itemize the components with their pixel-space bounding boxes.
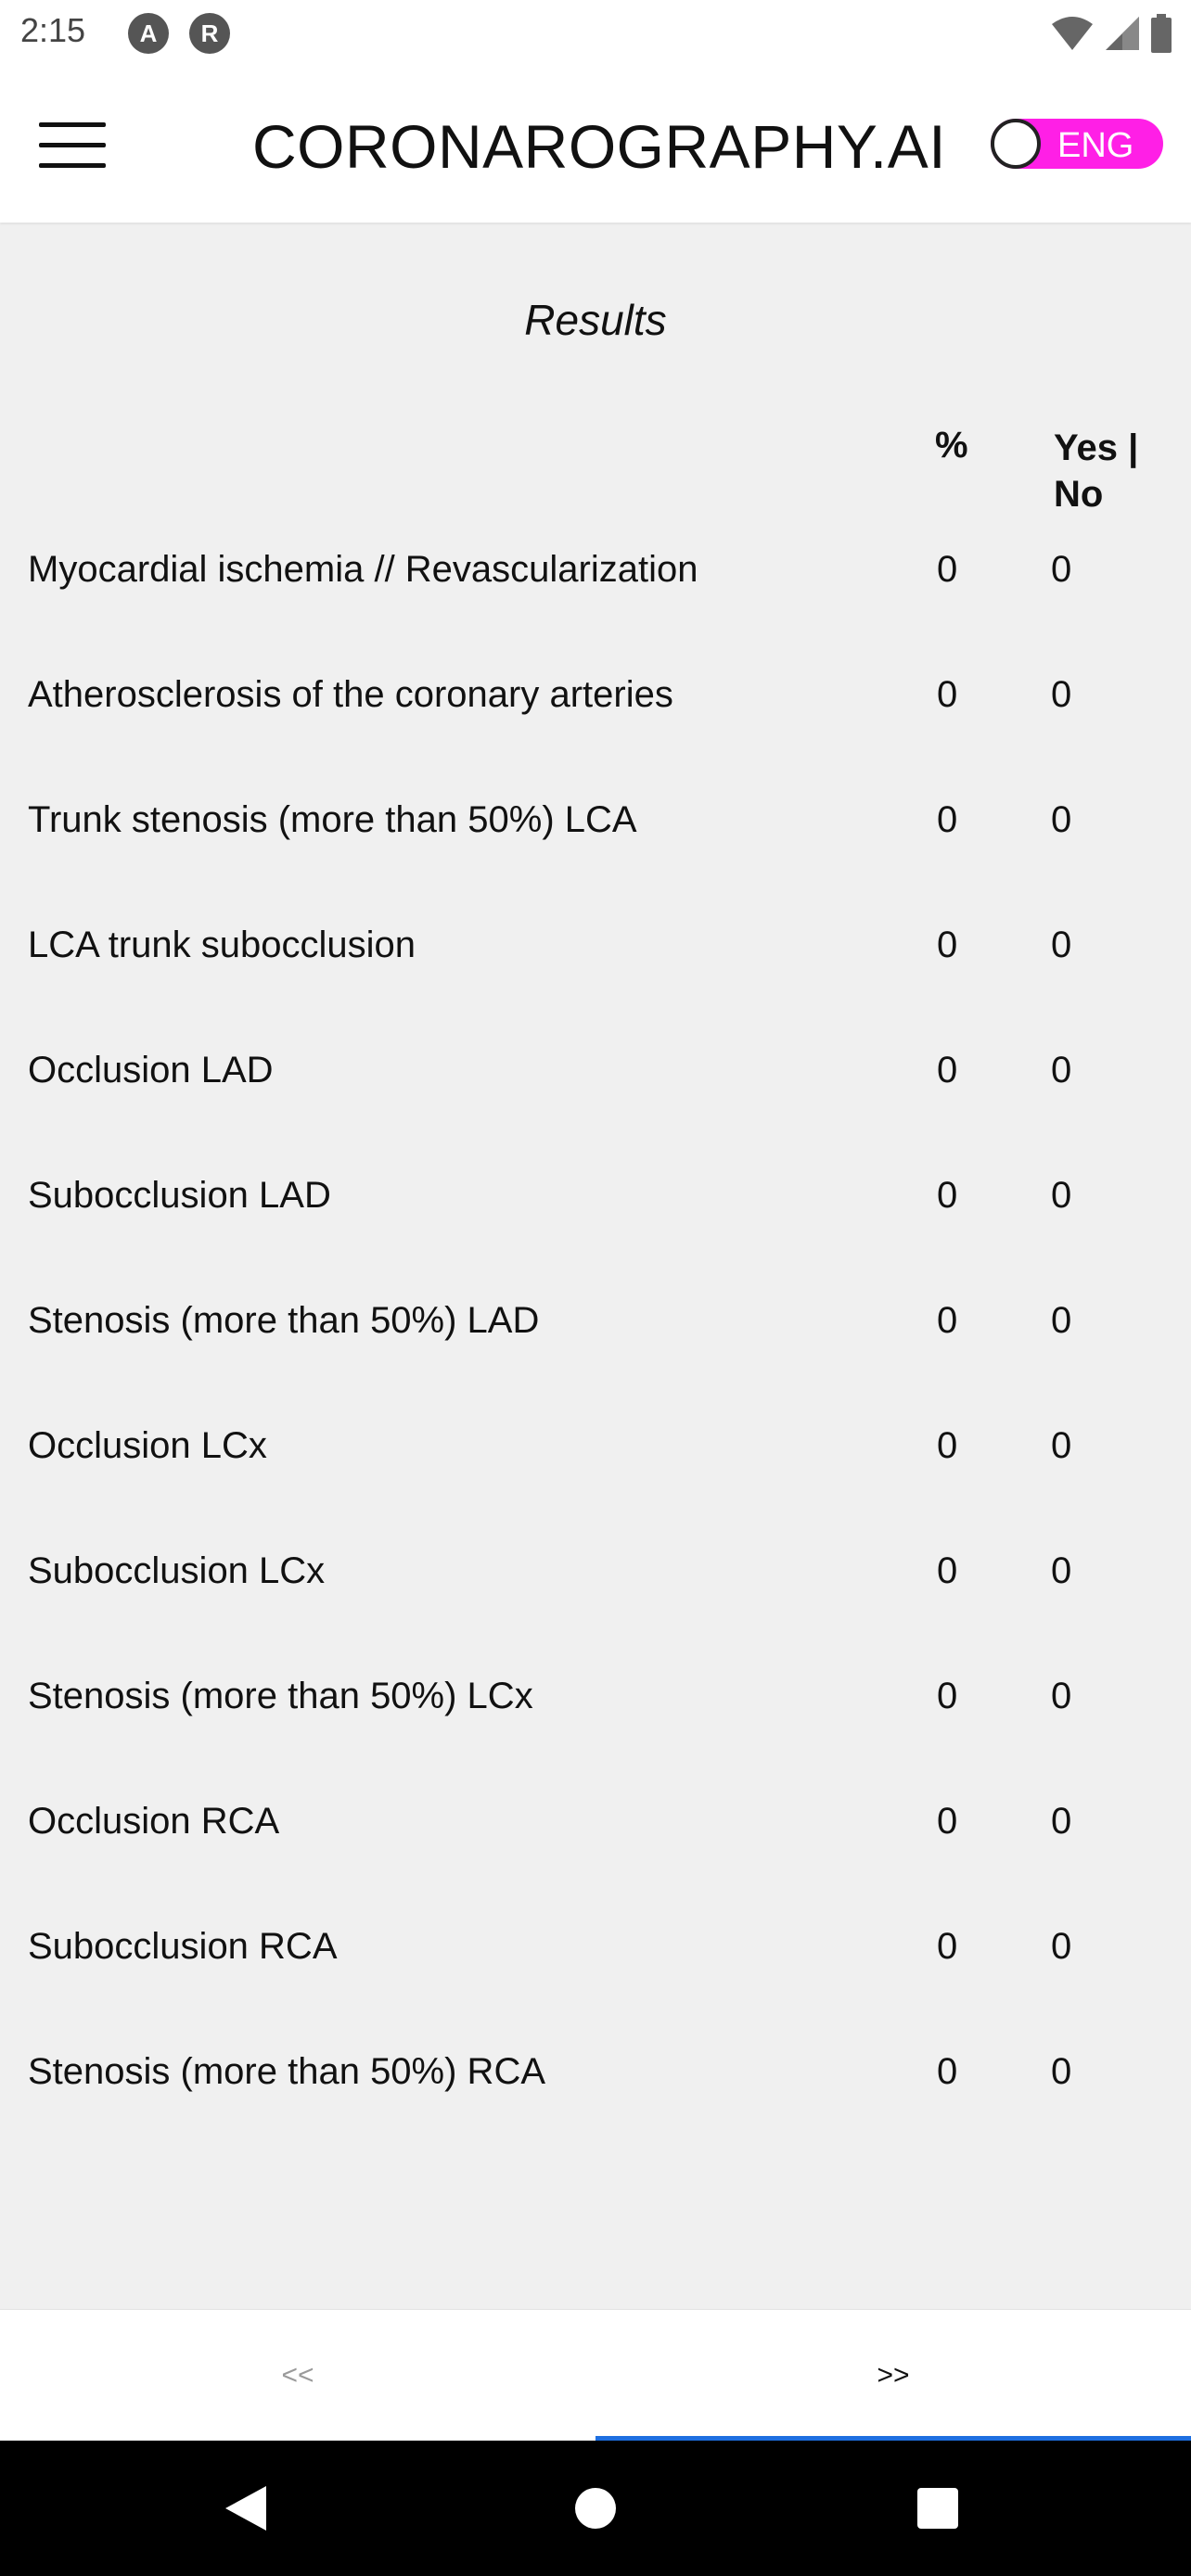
- table-row: [0, 674, 1191, 748]
- row-percent: 0: [937, 1676, 958, 1716]
- language-toggle[interactable]: [991, 119, 1163, 169]
- row-yes-no: 0: [1051, 549, 1072, 590]
- row-percent: 0: [937, 1050, 958, 1090]
- row-label: Trunk stenosis (more than 50%) LCA: [28, 799, 637, 840]
- row-yes-no: 0: [1051, 674, 1072, 715]
- table-row: [0, 1801, 1191, 1875]
- row-yes-no: 0: [1051, 1425, 1072, 1466]
- row-yes-no: 0: [1051, 1926, 1072, 1967]
- table-row: [0, 1425, 1191, 1499]
- row-label: Occlusion LAD: [28, 1050, 274, 1090]
- row-label: Myocardial ischemia // Revascularization: [28, 549, 698, 590]
- column-header-percent: %: [935, 425, 968, 465]
- row-yes-no: 0: [1051, 1300, 1072, 1341]
- signal-icon: [1104, 15, 1141, 52]
- table-row: [0, 925, 1191, 999]
- row-yes-no: 0: [1051, 1050, 1072, 1090]
- row-yes-no: 0: [1051, 1676, 1072, 1716]
- table-row: [0, 1050, 1191, 1124]
- row-percent: 0: [937, 1550, 958, 1591]
- table-row: [0, 799, 1191, 874]
- row-label: Occlusion RCA: [28, 1801, 280, 1842]
- row-yes-no: 0: [1051, 1801, 1072, 1842]
- home-icon[interactable]: [540, 2441, 651, 2576]
- row-label: Subocclusion LAD: [28, 1175, 331, 1216]
- table-row: [0, 1926, 1191, 2000]
- row-yes-no: 0: [1051, 1550, 1072, 1591]
- table-row: [0, 1676, 1191, 1750]
- row-percent: 0: [937, 799, 958, 840]
- back-icon[interactable]: [192, 2441, 303, 2576]
- hamburger-menu-icon[interactable]: [39, 122, 106, 169]
- row-percent: 0: [937, 549, 958, 590]
- row-percent: 0: [937, 2051, 958, 2092]
- row-percent: 0: [937, 674, 958, 715]
- next-page-button[interactable]: >>: [877, 2360, 910, 2391]
- battery-icon: [1150, 14, 1172, 53]
- table-row: [0, 549, 1191, 623]
- app-header: [0, 67, 1191, 223]
- row-label: LCA trunk subocclusion: [28, 925, 416, 965]
- recents-icon[interactable]: [882, 2441, 993, 2576]
- previous-page-button[interactable]: <<: [281, 2360, 314, 2391]
- row-label: Occlusion LCx: [28, 1425, 267, 1466]
- row-label: Stenosis (more than 50%) LCx: [28, 1676, 533, 1716]
- row-label: Atherosclerosis of the coronary arteries: [28, 674, 673, 715]
- language-label: ENG: [1057, 126, 1134, 165]
- system-navigation-bar: [0, 2441, 1191, 2576]
- row-label: Stenosis (more than 50%) RCA: [28, 2051, 546, 2092]
- column-header-yes-no: Yes | No: [1054, 427, 1139, 515]
- toggle-knob: [991, 119, 1041, 169]
- table-row: [0, 1175, 1191, 1249]
- table-row: [0, 2051, 1191, 2125]
- row-percent: 0: [937, 1425, 958, 1466]
- row-percent: 0: [937, 1175, 958, 1216]
- app-title: CORONAROGRAPHY.AI: [252, 112, 947, 181]
- table-row: [0, 1550, 1191, 1625]
- results-title: Results: [524, 296, 667, 344]
- notification-app-icon: A: [128, 13, 169, 54]
- row-percent: 0: [937, 1926, 958, 1967]
- row-percent: 0: [937, 925, 958, 965]
- row-label: Stenosis (more than 50%) LAD: [28, 1300, 540, 1341]
- row-label: Subocclusion LCx: [28, 1550, 326, 1591]
- status-bar: [0, 0, 1191, 67]
- row-yes-no: 0: [1051, 2051, 1072, 2092]
- status-time: 2:15: [20, 11, 86, 49]
- row-yes-no: 0: [1051, 799, 1072, 840]
- row-yes-no: 0: [1051, 925, 1072, 965]
- bottom-pager: [0, 2309, 1191, 2441]
- row-yes-no: 0: [1051, 1175, 1072, 1216]
- row-percent: 0: [937, 1801, 958, 1842]
- row-percent: 0: [937, 1300, 958, 1341]
- table-row: [0, 1300, 1191, 1374]
- results-panel: [0, 223, 1191, 2309]
- status-icons: [1050, 11, 1172, 56]
- notification-app-icon: R: [189, 13, 230, 54]
- wifi-icon: [1050, 15, 1095, 52]
- row-label: Subocclusion RCA: [28, 1926, 338, 1967]
